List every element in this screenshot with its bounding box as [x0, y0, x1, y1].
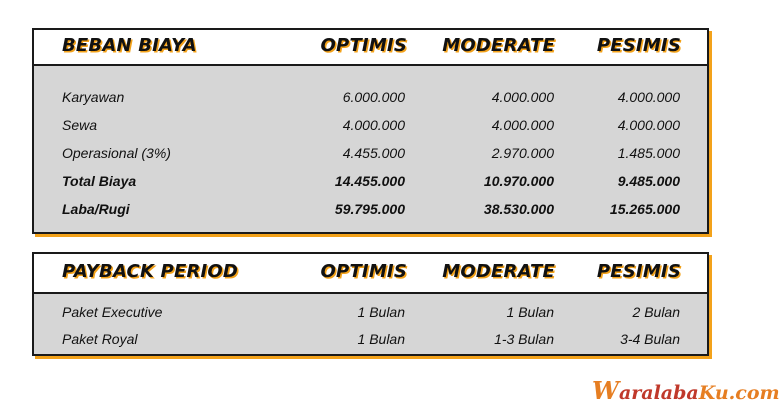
value-pesimis: 4.000.000: [617, 117, 680, 133]
header-optimis: OPTIMIS: [320, 35, 407, 56]
payback-period-table: [32, 252, 709, 356]
row-label: Paket Executive: [62, 304, 163, 320]
value-optimis: 4.000.000: [342, 117, 405, 133]
table-row: [34, 113, 707, 139]
value-pesimis: 15.265.000: [609, 201, 680, 217]
logo-text-ku: Ku.com: [698, 382, 780, 404]
value-optimis: 1 Bulan: [357, 304, 405, 320]
beban-biaya-header: [34, 30, 707, 66]
value-optimis: 14.455.000: [334, 173, 405, 189]
value-optimis: 6.000.000: [342, 89, 405, 105]
header-optimis: OPTIMIS: [320, 261, 407, 282]
value-moderate: 4.000.000: [491, 117, 554, 133]
row-label: Sewa: [62, 117, 98, 133]
payback-period-title: PAYBACK PERIOD: [62, 261, 239, 282]
value-optimis: 1 Bulan: [357, 331, 405, 347]
table-row: [34, 85, 707, 111]
value-optimis: 4.455.000: [342, 145, 405, 161]
header-moderate: MODERATE: [442, 35, 555, 56]
row-label: Paket Royal: [62, 331, 138, 347]
value-moderate: 4.000.000: [491, 89, 554, 105]
value-optimis: 59.795.000: [334, 201, 405, 217]
value-pesimis: 2 Bulan: [632, 304, 680, 320]
value-pesimis: 3-4 Bulan: [620, 331, 680, 347]
row-label: Karyawan: [62, 89, 125, 105]
header-pesimis: PESIMIS: [596, 261, 681, 282]
value-moderate: 38.530.000: [483, 201, 554, 217]
waralabaku-logo: [592, 376, 780, 405]
table-row: [34, 327, 707, 353]
table-row: [34, 169, 707, 195]
value-pesimis: 1.485.000: [617, 145, 680, 161]
value-moderate: 1-3 Bulan: [494, 331, 554, 347]
value-pesimis: 9.485.000: [617, 173, 680, 189]
table-row: [34, 197, 707, 223]
value-pesimis: 4.000.000: [617, 89, 680, 105]
row-label: Total Biaya: [62, 173, 137, 189]
beban-biaya-title: BEBAN BIAYA: [62, 35, 197, 56]
header-moderate: MODERATE: [442, 261, 555, 282]
logo-letter-w: W: [592, 376, 619, 405]
value-moderate: 10.970.000: [483, 173, 554, 189]
row-label: Laba/Rugi: [62, 201, 130, 217]
value-moderate: 1 Bulan: [506, 304, 554, 320]
table-row: [34, 300, 707, 326]
payback-period-header: [34, 254, 707, 294]
value-moderate: 2.970.000: [491, 145, 554, 161]
table-row: [34, 141, 707, 167]
logo-text-aralaba: aralaba: [618, 382, 699, 404]
row-label: Operasional (3%): [62, 145, 171, 161]
beban-biaya-table: [32, 28, 709, 234]
header-pesimis: PESIMIS: [596, 35, 681, 56]
